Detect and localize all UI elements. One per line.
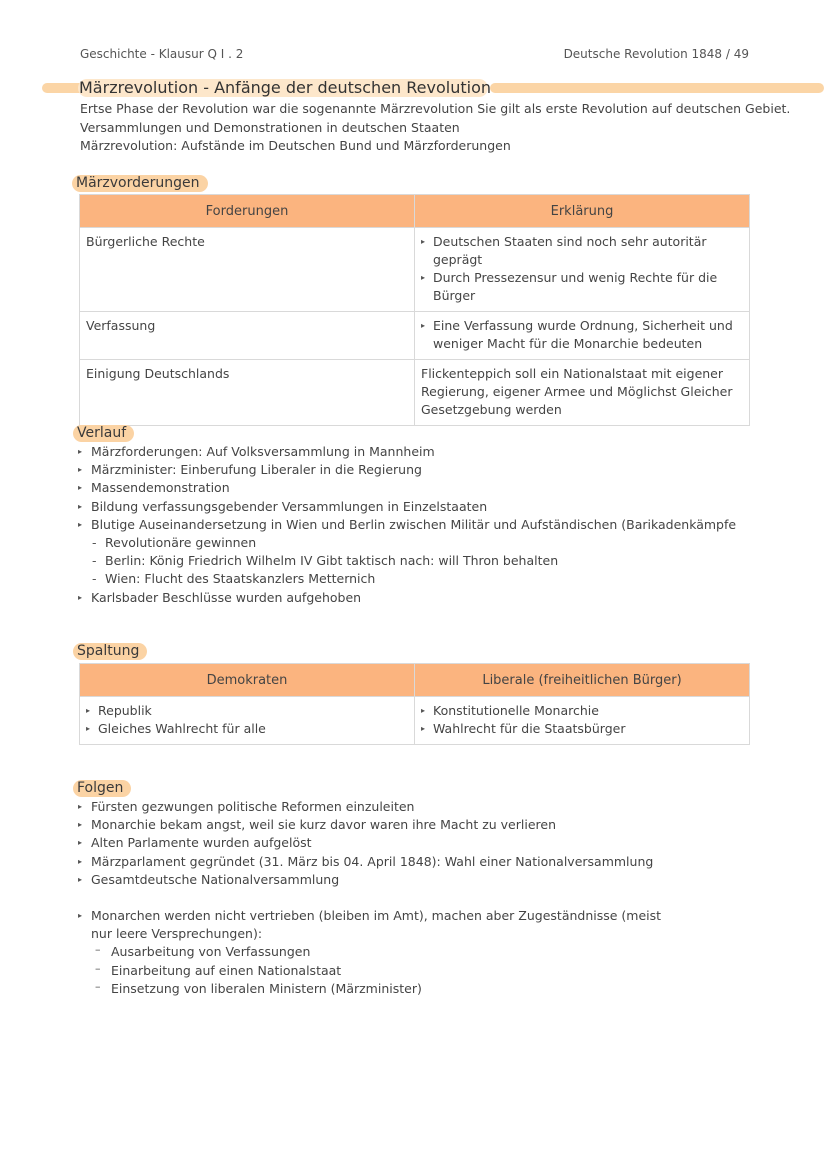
table-row: [80, 360, 750, 426]
list-item: ▸ Märzparlament gegründet (31. März bis 04. April 1848): Wahl einer Nationalversammlung: [78, 853, 653, 871]
sub-list-item: – Einarbeitung auf einen Nationalstaat: [78, 962, 678, 980]
spaltung-table: [79, 663, 750, 745]
sub-list-item: - Revolutionäre gewinnen: [78, 534, 736, 552]
table-cell: Bürgerliche Rechte: [80, 228, 415, 312]
table-cell: Einigung Deutschlands: [80, 360, 415, 426]
list-item: ▸ Fürsten gezwungen politische Reformen einzuleiten: [78, 798, 653, 816]
intro-line: Märzrevolution: Aufstände im Deutschen Bund und Märzforderungen: [80, 138, 511, 153]
list-item: ▸ Konstitutionelle Monarchie: [421, 702, 743, 720]
list-item: ▸ Märzforderungen: Auf Volksversammlung in Mannheim: [78, 443, 736, 461]
column-header: Forderungen: [80, 195, 415, 228]
column-header: Erklärung: [415, 195, 750, 228]
section-label-folgen: Folgen: [73, 780, 131, 797]
table-cell: [415, 312, 750, 360]
list-item: ▸ Massendemonstration: [78, 479, 736, 497]
intro-line: Ertse Phase der Revolution war die sogenannte Märzrevolution Sie gilt als erste Revolution auf deutschen Gebiet.: [80, 101, 791, 116]
sub-list-item: - Wien: Flucht des Staatskanzlers Metternich: [78, 570, 736, 588]
intro-text: [80, 100, 790, 156]
table-cell: Flickenteppich soll ein Nationalstaat mit eigener Regierung, eigener Armee und Möglichst Gleicher Gesetzgebung werden: [415, 360, 750, 426]
list-item: ▸ Karlsbader Beschlüsse wurden aufgehoben: [78, 589, 736, 607]
intro-line: Versammlungen und Demonstrationen in deutschen Staaten: [80, 119, 460, 135]
section-label-maerzforderungen: Märzvorderungen: [72, 175, 208, 192]
list-item: ▸ Monarchie bekam angst, weil sie kurz davor waren ihre Macht zu verlieren: [78, 816, 653, 834]
list-item: ▸ Bildung verfassungsgebender Versammlungen in Einzelstaaten: [78, 498, 736, 516]
table-row: [80, 312, 750, 360]
table-cell: [415, 697, 750, 745]
maerzforderungen-table: [79, 194, 750, 426]
list-item: ▸ Gesamtdeutsche Nationalversammlung: [78, 871, 653, 889]
list-item: ▸ Wahlrecht für die Staatsbürger: [421, 720, 743, 738]
table-row: [80, 697, 750, 745]
list-item: ▸ Märzminister: Einberufung Liberaler in die Regierung: [78, 461, 736, 479]
title-banner: [42, 78, 784, 100]
folgen-extra-list: [78, 907, 678, 998]
column-header: Liberale (freiheitlichen Bürger): [415, 664, 750, 697]
sub-list-item: – Einsetzung von liberalen Ministern (Märzminister): [78, 980, 678, 998]
table-header-row: [80, 195, 750, 228]
header-subject: Geschichte - Klausur Q I . 2: [80, 47, 244, 61]
table-cell: [80, 697, 415, 745]
sub-list-item: – Ausarbeitung von Verfassungen: [78, 943, 678, 961]
page-title: Märzrevolution - Anfänge der deutschen Revolution: [79, 78, 491, 97]
table-header-row: [80, 664, 750, 697]
highlight-stroke-right: [490, 83, 824, 93]
list-item: ▸ Gleiches Wahlrecht für alle: [86, 720, 408, 738]
table-cell: [415, 228, 750, 312]
section-label-verlauf: Verlauf: [73, 425, 134, 442]
list-item: ▸ Republik: [86, 702, 408, 720]
table-cell: Verfassung: [80, 312, 415, 360]
list-item: ▸ Eine Verfassung wurde Ordnung, Sicherheit und weniger Macht für die Monarchie bedeuten: [421, 317, 743, 353]
list-item: ▸ Durch Pressezensur und wenig Rechte für die Bürger: [421, 269, 743, 305]
column-header: Demokraten: [80, 664, 415, 697]
folgen-list: [78, 798, 653, 889]
list-item: ▸ Alten Parlamente wurden aufgelöst: [78, 834, 653, 852]
verlauf-list: [78, 443, 736, 607]
header-topic: Deutsche Revolution 1848 / 49: [563, 47, 749, 61]
list-item: ▸ Blutige Auseinandersetzung in Wien und Berlin zwischen Militär und Aufständischen (Barikadenkämpfe: [78, 516, 736, 534]
section-label-spaltung: Spaltung: [73, 643, 147, 660]
sub-list-item: - Berlin: König Friedrich Wilhelm IV Gibt taktisch nach: will Thron behalten: [78, 552, 736, 570]
table-row: [80, 228, 750, 312]
list-item: ▸ Deutschen Staaten sind noch sehr autoritär geprägt: [421, 233, 743, 269]
list-item: ▸ Monarchen werden nicht vertrieben (bleiben im Amt), machen aber Zugeständnisse (meist nur leere Versprechungen):: [78, 907, 678, 943]
